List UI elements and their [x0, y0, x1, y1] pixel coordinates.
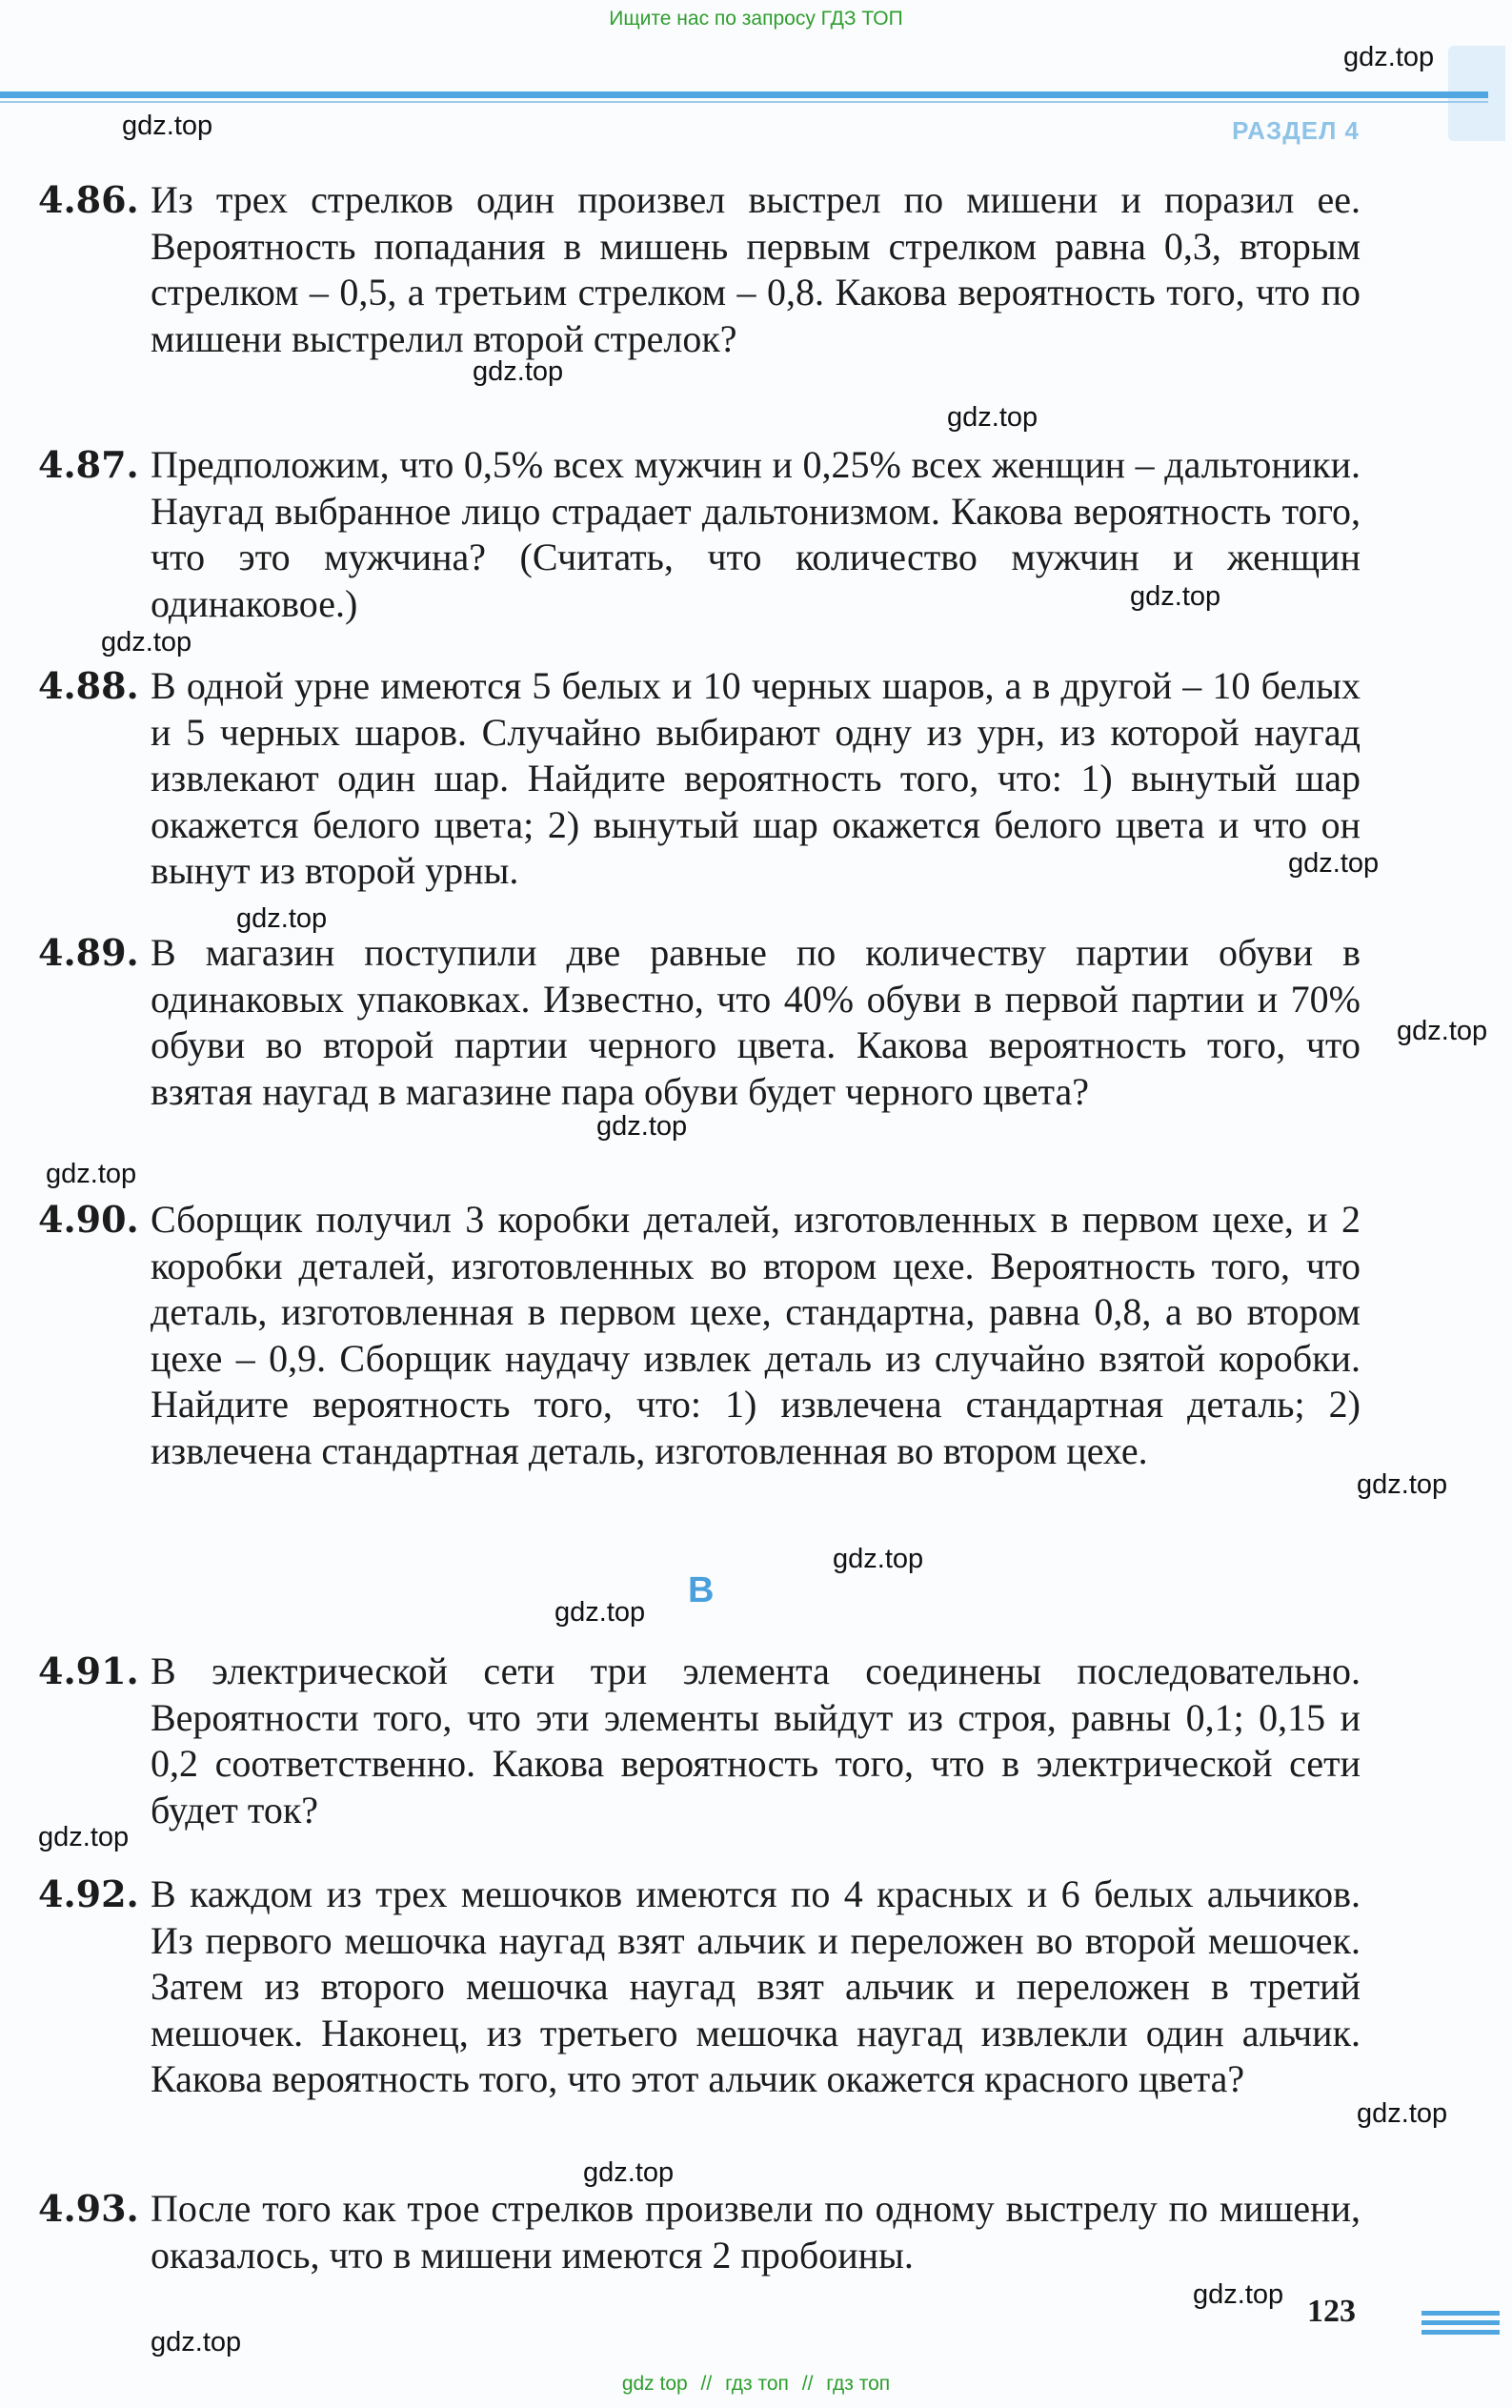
problem-number: 4.86. [38, 178, 139, 221]
problem-4-90 [38, 1197, 1361, 1474]
problem-4-88 [38, 663, 1361, 895]
problem-text: Сборщик получил 3 коробки деталей, изготовленных в первом цехе, и 2 коробки деталей, изготовленных во втором цехе. Вероятность того, что деталь, изготовленная в первом цехе, стандартна, равна 0,8, а во втором цехе – 0,9. Сборщик наудачу извлек деталь из случайно взятой коробки. Найдите вероятность того, что: 1) извлечена стандартная деталь; 2) извлечена стандартная деталь, изготовленная во втором цехе. [151, 1198, 1361, 1472]
watermark: gdz.top [101, 627, 192, 658]
problem-text: В одной урне имеются 5 белых и 10 черных шаров, а в другой – 10 белых и 5 черных шаров. Случайно выбирают одну из урн, из которой наугад извлекают один шар. Найдите вероятность того, что: 1) вынутый шар окажется белого цвета; 2) вынутый шар окажется белого цвета и что он вынут из второй урны. [151, 664, 1361, 892]
problem-number: 4.87. [38, 443, 139, 486]
problem-number: 4.93. [38, 2187, 139, 2230]
watermark: gdz.top [473, 356, 564, 387]
problem-text: После того как трое стрелков произвели по одному выстрелу по мишени, оказалось, что в мишени имеются 2 пробоины. [151, 2187, 1361, 2276]
footer-separator: // [801, 2373, 814, 2395]
watermark: gdz.top [236, 903, 328, 934]
page-number: 123 [1307, 2294, 1356, 2329]
watermark: gdz.top [583, 2157, 675, 2188]
watermark: gdz.top [1288, 848, 1380, 879]
watermark: gdz.top [1193, 2279, 1284, 2310]
watermark: gdz.top [1357, 1469, 1448, 1500]
problem-4-89 [38, 930, 1361, 1115]
problem-number: 4.89. [38, 931, 139, 974]
problem-number: 4.91. [38, 1649, 139, 1692]
problem-number: 4.92. [38, 1872, 139, 1915]
watermark: gdz.top [1130, 581, 1221, 612]
problem-text: В магазин поступили две равные по количеству партии обуви в одинаковых упаковках. Известно, что 40% обуви в первой партии и 70% обуви во второй партии черного цвета. Какова вероятность того, что взятая наугад в магазине пара обуви будет черного цвета? [151, 931, 1361, 1113]
difficulty-group-letter: B [688, 1570, 715, 1610]
footer-link[interactable]: гдз топ [725, 2373, 789, 2395]
problem-number: 4.90. [38, 1198, 139, 1241]
footer-links [0, 2373, 1512, 2396]
watermark: gdz.top [1343, 42, 1435, 72]
watermark: gdz.top [833, 1544, 924, 1574]
problem-number: 4.88. [38, 664, 139, 707]
footer-link[interactable]: гдз топ [826, 2373, 891, 2395]
problem-4-93 [38, 2186, 1361, 2278]
footer-link[interactable]: gdz top [621, 2373, 688, 2395]
problem-4-92 [38, 1872, 1361, 2103]
watermark: gdz.top [554, 1597, 646, 1628]
watermark: gdz.top [38, 1822, 130, 1852]
watermark: gdz.top [1357, 2098, 1448, 2129]
problem-text: В каждом из трех мешочков имеются по 4 красных и 6 белых альчиков. Из первого мешочка наугад взят альчик и переложен во второй мешочек. Затем из второго мешочка наугад взят альчик и переложен в третий мешочек. Наконец, из третьего мешочка наугад извлекли один альчик. Какова вероятность того, что этот альчик окажется красного цвета? [151, 1872, 1361, 2100]
watermark: gdz.top [947, 402, 1038, 433]
problem-text: Предположим, что 0,5% всех мужчин и 0,25% всех женщин – дальтоники. Наугад выбранное лицо страдает дальтонизмом. Какова вероятность того, что это мужчина? (Считать, что количество мужчин и женщин одинаковое.) [151, 443, 1361, 625]
watermark: gdz.top [151, 2327, 242, 2357]
problem-4-91 [38, 1649, 1361, 1833]
header-rule-thin [0, 101, 1488, 103]
watermark: gdz.top [1397, 1016, 1488, 1046]
watermark: gdz.top [46, 1159, 137, 1189]
section-label: РАЗДЕЛ 4 [1232, 116, 1360, 145]
top-banner[interactable]: Ищите нас по запросу ГДЗ ТОП [609, 8, 903, 30]
header-rule [0, 91, 1488, 98]
problem-4-86 [38, 177, 1361, 362]
problem-text: В электрической сети три элемента соединены последовательно. Вероятности того, что эти элементы выйдут из строя, равны 0,1; 0,15 и 0,2 соответственно. Какова вероятность того, что в электрической сети будет ток? [151, 1649, 1361, 1831]
watermark: gdz.top [596, 1111, 688, 1142]
footer-separator: // [700, 2373, 713, 2395]
watermark: gdz.top [122, 111, 213, 141]
problem-text: Из трех стрелков один произвел выстрел по мишени и поразил ее. Вероятность попадания в мишень первым стрелком равна 0,3, вторым стрелком – 0,5, а третьим стрелком – 0,8. Какова вероятность того, что по мишени выстрелил второй стрелок? [151, 178, 1361, 360]
footer-decoration [1421, 2311, 1500, 2339]
